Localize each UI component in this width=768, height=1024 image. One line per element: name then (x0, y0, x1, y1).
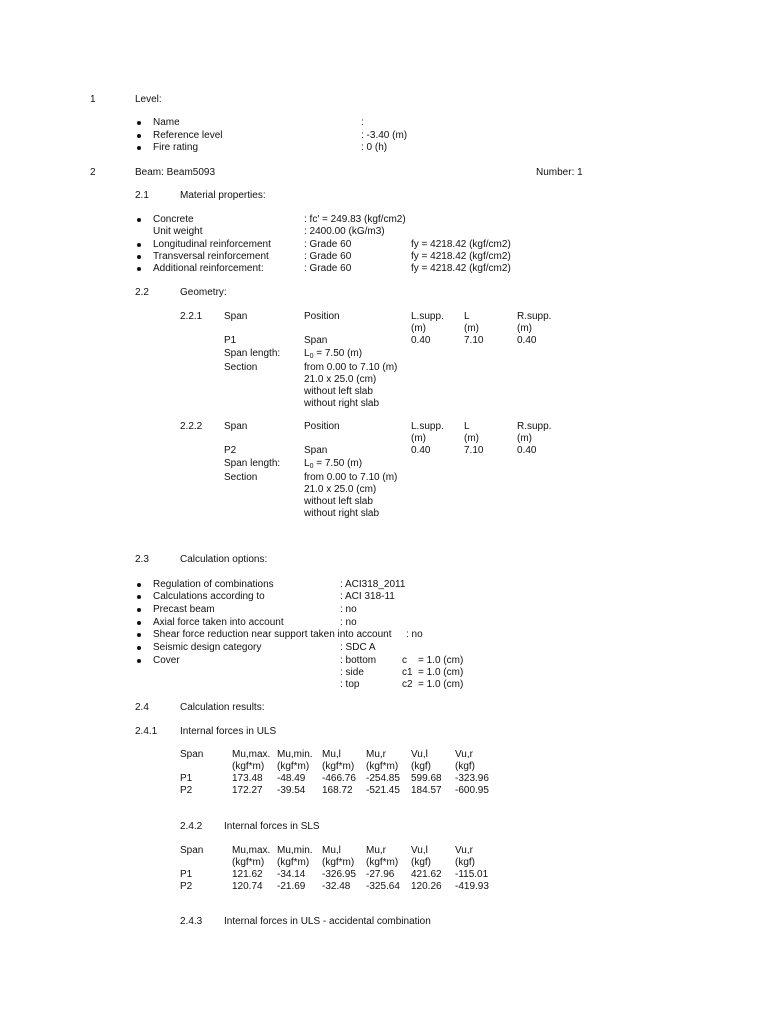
beam-number: Number: 1 (536, 167, 583, 178)
section-line: without left slab (304, 386, 373, 397)
span-header: Span (224, 311, 248, 322)
position-header: Position (304, 311, 340, 322)
table-unit: (kgf*m) (366, 857, 399, 868)
unit-label: (m) (464, 323, 479, 334)
geometry-section-number: 2.2 (135, 287, 149, 298)
table-header: Mu,l (322, 749, 341, 760)
cover-symbol: c (402, 655, 407, 666)
table-cell: 120.74 (232, 881, 263, 892)
l-header: L (464, 311, 470, 322)
table-cell: -34.14 (277, 869, 306, 880)
span-length-value: $L_0 = 7.50$ (m) (304, 458, 363, 470)
bullet-icon (137, 646, 141, 650)
table-header: Mu,max. (232, 749, 271, 760)
unit-label: (m) (517, 323, 532, 334)
table-cell: 168.72 (322, 785, 353, 796)
position-header: Position (304, 421, 340, 432)
table-unit: (kgf*m) (322, 857, 355, 868)
section-line: 21.0 x 25.0 (cm) (304, 484, 377, 495)
results-section-title: Calculation results: (180, 702, 265, 713)
option-value: : ACI 318-11 (340, 591, 395, 602)
option-label: Calculations according to (153, 591, 265, 602)
table-cell: P1 (180, 773, 193, 784)
table-unit: (kgf*m) (232, 761, 265, 772)
span-subsection-number: 2.2.2 (180, 421, 203, 432)
bullet-icon (137, 267, 141, 271)
span-subsection-number: 2.2.1 (180, 311, 203, 322)
table-cell: -27.96 (366, 869, 395, 880)
rsupp-header: R.supp. (517, 421, 552, 432)
material-value: : fc' = 249.83 (kgf/cm2) (304, 214, 406, 225)
bullet-icon (137, 134, 141, 138)
bullet-icon (137, 583, 141, 587)
table-cell: -323.96 (455, 773, 489, 784)
cover-value: = 1.0 (cm) (418, 667, 464, 678)
material-label: Additional reinforcement: (153, 263, 264, 274)
span-length-value: $L_0 = 7.50$ (m) (304, 348, 363, 360)
cover-position: : top (340, 679, 360, 690)
section-line: without right slab (304, 398, 380, 409)
material-extra: fy = 4218.42 (kgf/cm2) (411, 239, 511, 250)
table-cell: -466.76 (322, 773, 356, 784)
option-value: : no (406, 629, 423, 640)
table-cell: -39.54 (277, 785, 306, 796)
span-position: Span (304, 445, 328, 456)
cover-position: : side (340, 667, 364, 678)
sls-subsection-number: 2.4.2 (180, 821, 203, 832)
uls-subsection-number: 2.4.1 (135, 726, 158, 737)
l-value: 7.10 (464, 335, 484, 346)
bullet-icon (137, 595, 141, 599)
bullet-icon (137, 255, 141, 259)
table-cell: -325.64 (366, 881, 400, 892)
geometry-section-title: Geometry: (180, 287, 227, 298)
table-cell: 184.57 (411, 785, 442, 796)
bullet-icon (137, 218, 141, 222)
material-extra: fy = 4218.42 (kgf/cm2) (411, 263, 511, 274)
bullet-icon (137, 121, 141, 125)
option-value: : no (340, 604, 357, 615)
bullet-icon (137, 608, 141, 612)
cover-symbol: c2 (402, 679, 413, 690)
table-cell: 172.27 (232, 785, 263, 796)
l-value: 7.10 (464, 445, 484, 456)
rsupp-value: 0.40 (517, 445, 537, 456)
bullet-icon (137, 146, 141, 150)
table-cell: -521.45 (366, 785, 400, 796)
section-line: 21.0 x 25.0 (cm) (304, 374, 377, 385)
table-header: Mu,r (366, 845, 386, 856)
unit-label: (m) (517, 433, 532, 444)
material-label: Transversal reinforcement (153, 251, 269, 262)
table-unit: (kgf*m) (366, 761, 399, 772)
table-cell: -32.48 (322, 881, 351, 892)
beam-title: Beam: Beam5093 (135, 167, 216, 178)
section-line: from 0.00 to 7.10 (m) (304, 362, 398, 373)
fire-rating-value: : 0 (h) (361, 142, 388, 153)
option-value: : ACI318_2011 (340, 579, 406, 590)
accidental-subsection-number: 2.4.3 (180, 916, 203, 927)
section-1-title: Level: (135, 94, 162, 105)
table-unit: (kgf*m) (322, 761, 355, 772)
table-cell: -600.95 (455, 785, 489, 796)
span-name: P2 (224, 445, 237, 456)
l-header: L (464, 421, 470, 432)
reference-level-label: Reference level (153, 130, 223, 141)
section-1-number: 1 (90, 94, 96, 105)
table-cell: -326.95 (322, 869, 356, 880)
table-cell: 599.68 (411, 773, 442, 784)
table-header: Vu,l (411, 845, 428, 856)
cover-symbol: c1 (402, 667, 413, 678)
table-cell: -21.69 (277, 881, 306, 892)
table-cell: 121.62 (232, 869, 263, 880)
material-value: : Grade 60 (304, 263, 352, 274)
table-cell: 173.48 (232, 773, 263, 784)
table-header: Mu,r (366, 749, 386, 760)
table-header: Mu,l (322, 845, 341, 856)
section-line: from 0.00 to 7.10 (m) (304, 472, 398, 483)
table-cell: P2 (180, 785, 193, 796)
table-cell: -419.93 (455, 881, 489, 892)
option-value: : no (340, 617, 357, 628)
span-name: P1 (224, 335, 237, 346)
fire-rating-label: Fire rating (153, 142, 199, 153)
span-length-label: Span length: (224, 348, 281, 359)
option-label: Regulation of combinations (153, 579, 274, 590)
material-extra: fy = 4218.42 (kgf/cm2) (411, 251, 511, 262)
table-header: Mu,min. (277, 845, 313, 856)
material-label: Longitudinal reinforcement (153, 239, 271, 250)
material-value: : Grade 60 (304, 251, 352, 262)
option-label: Seismic design category (153, 642, 262, 653)
span-header: Span (224, 421, 248, 432)
material-value: : Grade 60 (304, 239, 352, 250)
section-line: without left slab (304, 496, 373, 507)
option-label: Precast beam (153, 604, 215, 615)
table-unit: (kgf*m) (277, 761, 310, 772)
table-cell: 421.62 (411, 869, 442, 880)
rsupp-header: R.supp. (517, 311, 552, 322)
material-label: Unit weight (153, 226, 203, 237)
table-cell: -115.01 (455, 869, 489, 880)
table-unit: (kgf) (411, 857, 431, 868)
bullet-icon (137, 621, 141, 625)
table-unit: (kgf*m) (232, 857, 265, 868)
lsupp-value: 0.40 (411, 445, 431, 456)
level-name-value: : (361, 117, 364, 128)
unit-label: (m) (411, 433, 426, 444)
table-header: Span (180, 845, 204, 856)
table-header: Span (180, 749, 204, 760)
option-value: : SDC A (340, 642, 376, 653)
uls-subsection-title: Internal forces in ULS (180, 726, 277, 737)
calc-options-section-number: 2.3 (135, 554, 149, 565)
cover-value: = 1.0 (cm) (418, 679, 464, 690)
table-unit: (kgf) (455, 761, 475, 772)
unit-label: (m) (411, 323, 426, 334)
reference-level-value: : -3.40 (m) (361, 130, 408, 141)
table-cell: 120.26 (411, 881, 442, 892)
table-header: Mu,min. (277, 749, 313, 760)
span-length-label: Span length: (224, 458, 281, 469)
lsupp-header: L.supp. (411, 421, 444, 432)
table-header: Vu,l (411, 749, 428, 760)
cover-value: = 1.0 (cm) (418, 655, 464, 666)
bullet-icon (137, 243, 141, 247)
section-label: Section (224, 472, 258, 483)
lsupp-value: 0.40 (411, 335, 431, 346)
material-value: : 2400.00 (kG/m3) (304, 226, 385, 237)
option-label: Axial force taken into account (153, 617, 284, 628)
section-2-number: 2 (90, 167, 96, 178)
results-section-number: 2.4 (135, 702, 149, 713)
section-line: without right slab (304, 508, 380, 519)
table-unit: (kgf) (455, 857, 475, 868)
lsupp-header: L.supp. (411, 311, 444, 322)
table-cell: P2 (180, 881, 193, 892)
section-label: Section (224, 362, 258, 373)
accidental-subsection-title: Internal forces in ULS - accidental combination (224, 916, 431, 927)
table-cell: -254.85 (366, 773, 400, 784)
rsupp-value: 0.40 (517, 335, 537, 346)
bullet-icon (137, 659, 141, 663)
table-cell: P1 (180, 869, 193, 880)
table-unit: (kgf) (411, 761, 431, 772)
table-header: Vu,r (455, 749, 473, 760)
span-position: Span (304, 335, 328, 346)
table-unit: (kgf*m) (277, 857, 310, 868)
option-label: Shear force reduction near support taken into account (153, 629, 392, 640)
table-cell: -48.49 (277, 773, 306, 784)
bullet-icon (137, 633, 141, 637)
material-section-title: Material properties: (180, 190, 266, 201)
table-header: Mu,max. (232, 845, 271, 856)
material-label: Concrete (153, 214, 194, 225)
sls-subsection-title: Internal forces in SLS (224, 821, 320, 832)
option-label: Cover (153, 655, 180, 666)
cover-position: : bottom (340, 655, 377, 666)
unit-label: (m) (464, 433, 479, 444)
table-header: Vu,r (455, 845, 473, 856)
material-section-number: 2.1 (135, 190, 149, 201)
calc-options-section-title: Calculation options: (180, 554, 268, 565)
level-name-label: Name (153, 117, 180, 128)
